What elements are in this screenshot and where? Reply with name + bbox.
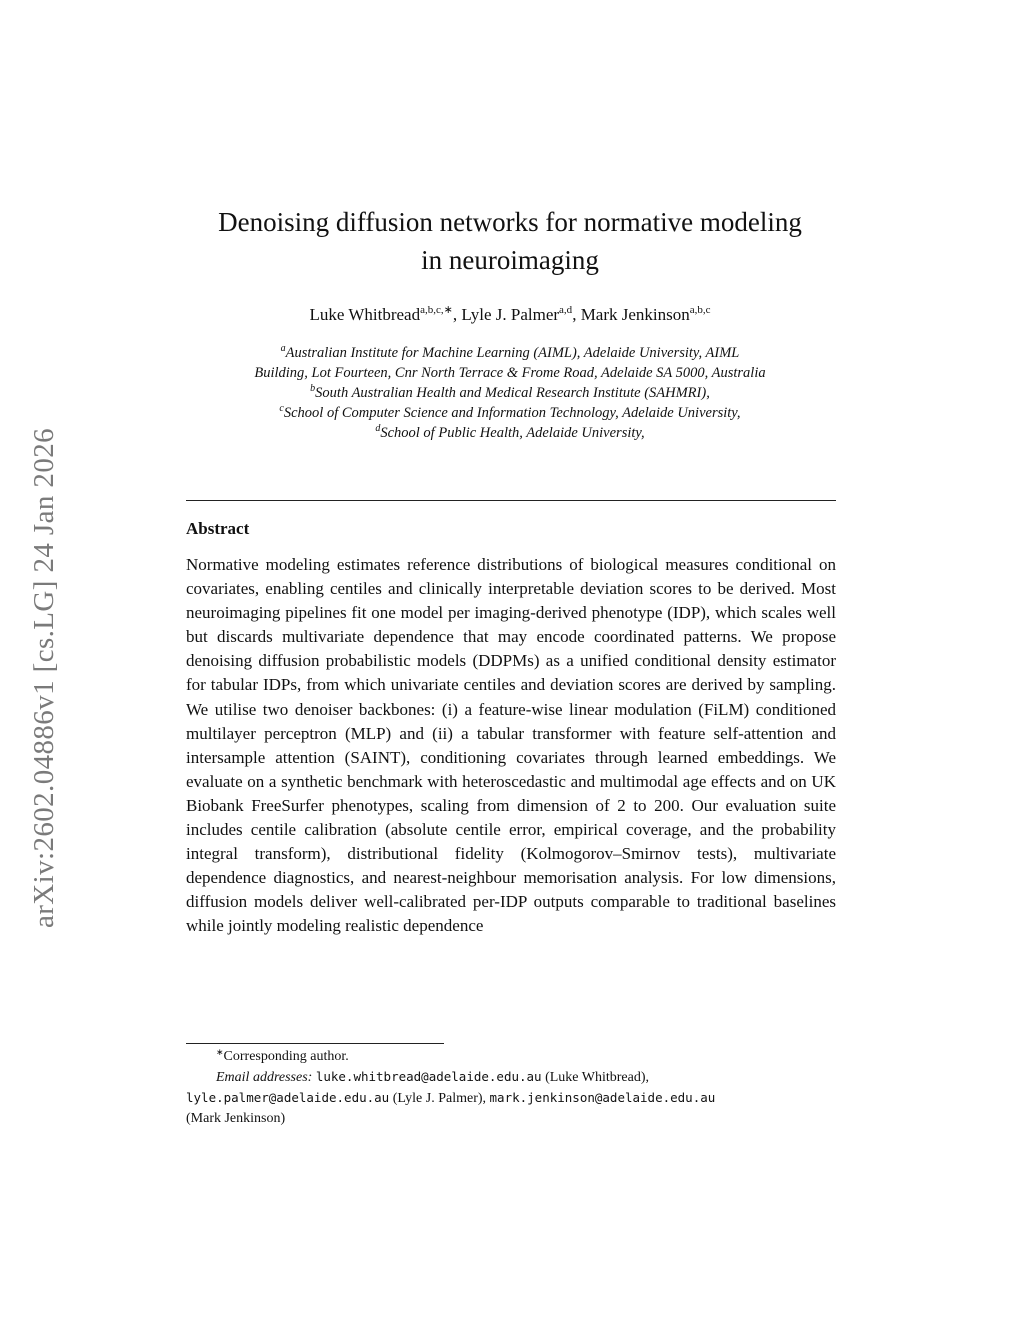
abstract-text: Normative modeling estimates reference distributions of biological measures conditional on covariates, enabling centiles and clinically interpretable deviation scores to be derived. Most neuroimaging pipelines fit one model per imaging-derived phenotype (IDP), which scales well but discards multivariate dependence that may encode coordinated patterns. We propose denoising diffusion probabilistic models (DDPMs) as a unified conditional density estimator for tabular IDPs, from which univariate centiles and deviation scores are derived by sampling. We utilise two denoiser backbones: (i) a feature-wise linear modulation (FiLM) conditioned multilayer perceptron (MLP) and (ii) a tabular transformer with feature self-attention and intersample attention (SAINT), conditioning covariates through learned embeddings. We evaluate on a synthetic benchmark with heteroscedastic and multimodal age effects and on UK Biobank FreeSurfer phenotypes, scaling from dimension of 2 to 200. Our evaluation suite includes centile calibration (absolute centile error, empirical coverage, and the probability integral transform), distributional fidelity (Kolmogorov–Smirnov tests), multivariate dependence diagnostics, and nearest-neighbour memorisation analysis. For low dimensions, diffusion models deliver well-calibrated per-IDP outputs comparable to traditional baselines while jointly modeling realistic dependence	[186, 555, 836, 936]
affil-text: School of Public Health, Adelaide University,	[380, 425, 645, 441]
affil-mark: c	[279, 403, 284, 414]
affiliation-a-cont: Building, Lot Fourteen, Cnr North Terrace & Frome Road, Adelaide SA 5000, Australia	[254, 365, 766, 381]
author-name: Lyle J. Palmer	[461, 305, 560, 324]
arxiv-sidebar	[18, 373, 70, 983]
corresponding-author-label: Corresponding author.	[223, 1049, 349, 1064]
affiliation-d	[150, 423, 870, 443]
affiliations	[150, 343, 870, 443]
affil-mark: a	[280, 343, 286, 354]
corresponding-author-note	[186, 1047, 836, 1067]
abstract-heading: Abstract	[186, 519, 250, 538]
author-affil-marks: a,b,c,∗	[420, 304, 453, 316]
affil-text: South Australian Health and Medical Research Institute (SAHMRI),	[315, 385, 710, 401]
author-separator: ,	[572, 305, 581, 324]
author-name: Mark Jenkinson	[580, 305, 690, 324]
author-list	[150, 302, 870, 328]
email-line-2	[186, 1088, 836, 1109]
author-affil-marks: a,b,c	[689, 304, 711, 316]
affiliation-c	[150, 403, 870, 423]
author-name: Luke Whitbread	[309, 305, 421, 324]
footnote-rule	[186, 1043, 444, 1044]
email-link[interactable]: mark.jenkinson@adelaide.edu.au	[489, 1090, 716, 1105]
footnote	[186, 1047, 836, 1129]
email-owner: (Luke Whitbread),	[545, 1070, 650, 1085]
email-label: Email addresses:	[216, 1070, 313, 1085]
email-link[interactable]: lyle.palmer@adelaide.edu.au	[186, 1090, 390, 1105]
email-line-3: (Mark Jenkinson)	[186, 1111, 286, 1126]
footnote-mark: ∗	[216, 1047, 224, 1057]
affiliation-a	[150, 343, 870, 363]
arxiv-identifier: arXiv:2602.04886v1 [cs.LG] 24 Jan 2026	[28, 427, 60, 929]
email-link[interactable]: luke.whitbread@adelaide.edu.au	[315, 1069, 542, 1084]
affiliation-b	[150, 383, 870, 403]
title-line-1: Denoising diffusion networks for normative modeling	[218, 207, 802, 237]
title-line-2: in neuroimaging	[421, 245, 599, 275]
affil-mark: b	[310, 383, 316, 394]
affil-text: Australian Institute for Machine Learning (AIML), Adelaide University, AIML	[285, 345, 740, 361]
email-owner: (Lyle J. Palmer),	[392, 1091, 487, 1106]
author-separator: ,	[452, 305, 462, 324]
affil-text: School of Computer Science and Information Technology, Adelaide University,	[283, 405, 741, 421]
author-affil-marks: a,d	[559, 304, 573, 316]
paper-title	[150, 203, 870, 279]
affil-mark: d	[375, 423, 381, 434]
email-line-1	[186, 1067, 836, 1088]
abstract-top-rule	[186, 500, 836, 501]
